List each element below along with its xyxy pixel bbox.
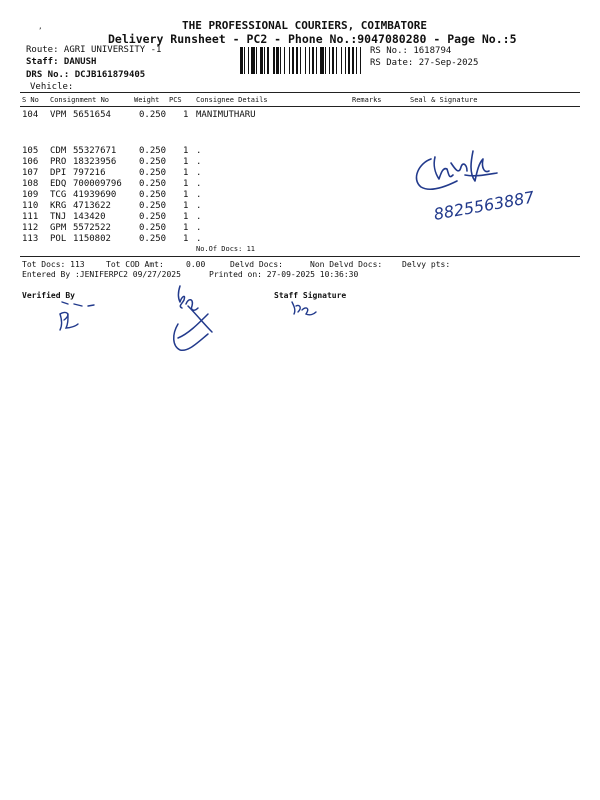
staff-label: Staff: DANUSH [26,57,97,67]
row-consignee: . [196,146,202,156]
tot-cod-value: 0.00 [186,260,206,269]
row-consignee: . [196,201,202,211]
row-consignee: . [196,157,202,167]
row-prefix: PRO [50,157,67,167]
vehicle-label: Vehicle: [30,82,74,92]
row-prefix: DPI [50,168,67,178]
row-consignee: . [196,234,202,244]
row-sno: 105 [22,146,39,156]
row-prefix: GPM [50,223,67,233]
row-pcs: 1 [183,223,189,233]
staff-signature [286,298,326,322]
row-pcs: 1 [183,190,189,200]
row-weight: 0.250 [139,168,167,178]
consignee-signature [405,145,575,225]
totals-rule [20,256,580,257]
non-delvd-docs: Non Delvd Docs: [310,260,383,269]
row-number: 4713622 [73,201,111,211]
company-title: THE PROFESSIONAL COURIERS, COIMBATORE [182,19,428,32]
row-prefix: POL [50,234,67,244]
staff-signature-label: Staff Signature [274,291,347,300]
row-pcs: 1 [183,212,189,222]
row-prefix: TNJ [50,212,67,222]
row-weight: 0.250 [139,212,167,222]
row-weight: 0.250 [139,201,167,211]
row-consignee: . [196,212,202,222]
row-number: 18323956 [73,157,117,167]
row-number: 5572522 [73,223,111,233]
row-number: 1150802 [73,234,111,244]
row-number: 5651654 [73,110,111,120]
entered-by: Entered By :JENIFERPC2 09/27/2025 [22,270,181,279]
col-consignee: Consignee Details [196,96,268,104]
col-remarks: Remarks [352,96,382,104]
route-label: Route: AGRI UNIVERSITY -1 [26,45,162,55]
row-weight: 0.250 [139,234,167,244]
row-sno: 109 [22,190,39,200]
row-weight: 0.250 [139,146,167,156]
printed-on: Printed on: 27-09-2025 10:36:30 [209,270,359,279]
rs-number: RS No.: 1618794 [370,46,452,56]
col-sno: S No [22,96,39,104]
header-top-rule [20,92,580,93]
row-sno: 107 [22,168,39,178]
row-pcs: 1 [183,146,189,156]
row-number: 41939690 [73,190,117,200]
row-consignee: . [196,223,202,233]
row-sno: 106 [22,157,39,167]
row-number: 700009796 [73,179,122,189]
row-prefix: VPM [50,110,67,120]
row-prefix: EDQ [50,179,67,189]
col-consignment: Consignment No [50,96,110,104]
header-bottom-rule [20,106,580,107]
row-number: 143420 [73,212,106,222]
row-weight: 0.250 [139,190,167,200]
row-sno: 112 [22,223,39,233]
row-number: 797216 [73,168,106,178]
rs-date: RS Date: 27-Sep-2025 [370,58,479,68]
row-prefix: CDM [50,146,67,156]
delvd-docs: Delvd Docs: [230,260,283,269]
row-number: 55327671 [73,146,117,156]
drs-number: DRS No.: DCJB161879405 [26,70,146,80]
tot-docs: Tot Docs: 113 [22,260,85,269]
row-pcs: 1 [183,201,189,211]
row-pcs: 1 [183,168,189,178]
row-consignee: . [196,168,202,178]
handwritten-phone: 8825563887 [432,187,536,224]
col-pcs: PCS [169,96,182,104]
row-pcs: 1 [183,110,189,120]
row-sno: 108 [22,179,39,189]
row-consignee: . [196,190,202,200]
col-seal: Seal & Signature [410,96,478,104]
row-prefix: TCG [50,190,67,200]
row-weight: 0.250 [139,179,167,189]
row-sno: 104 [22,110,39,120]
row-pcs: 1 [183,179,189,189]
row-sno: 110 [22,201,39,211]
verifier-signature [48,300,108,340]
no-of-docs: No.Of Docs: 11 [196,245,256,253]
row-consignee: MANIMUTHARU [196,110,256,120]
tot-cod-label: Tot COD Amt: [106,260,164,269]
row-weight: 0.250 [139,157,167,167]
barcode-bar [361,47,365,74]
row-weight: 0.250 [139,110,167,120]
row-weight: 0.250 [139,223,167,233]
col-weight: Weight [134,96,160,104]
barcode [240,47,365,74]
row-pcs: 1 [183,234,189,244]
stray-mark: ’ [38,27,43,35]
row-sno: 111 [22,212,39,222]
runner-signature [168,284,238,354]
row-prefix: KRG [50,201,67,211]
verified-by: Verified By [22,291,75,300]
row-consignee: . [196,179,202,189]
row-pcs: 1 [183,157,189,167]
delvy-pts: Delvy pts: [402,260,451,269]
runsheet-subtitle: Delivery Runsheet - PC2 - Phone No.:9047080280 - Page No.:5 [108,32,517,46]
row-sno: 113 [22,234,39,244]
